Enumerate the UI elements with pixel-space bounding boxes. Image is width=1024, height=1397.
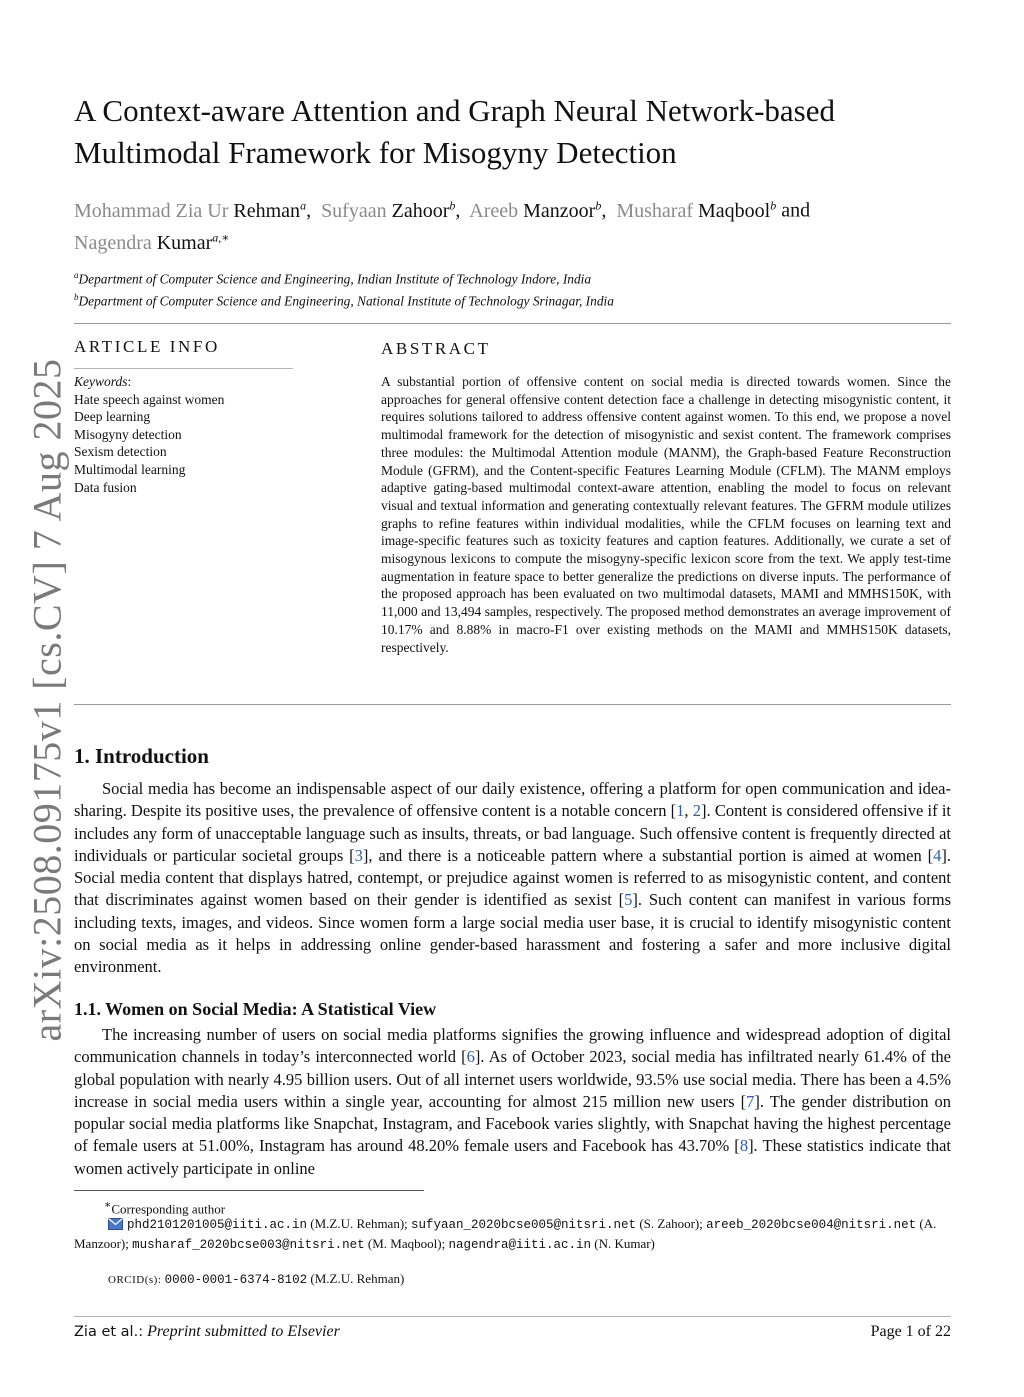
author: Mohammad Zia Ur Rehman$^a$ xyxy=(74,198,307,222)
envelope-icon xyxy=(108,1217,123,1235)
arxiv-identifier: arXiv:2508.09175v1 [cs.CV] 7 Aug 2025 xyxy=(24,358,70,1042)
email-link[interactable]: nagendra@iiti.ac.in xyxy=(448,1238,591,1252)
abstract-text: A substantial portion of offensive content on social media is directed towards women. Since the approaches for general offensive content detection face a challenge in detecting misogynistic content, it requires solutions tailored to address offensive content against women. To this end, we propose a novel multimodal framework for the detection of misogynistic and sexist content. The framework comprises three modules: the Multimodal Attention module (MANM), the Graph-based Feature Reconstruction Module (GFRM), and the Content-specific Features Learning Module (CFLM). The MANM employs adaptive gating-based multimodal context-aware attention, enabling the model to focus on relevant visual and textual information and generating contextually relevant features. The GFRM module utilizes graphs to refine features within individual modalities, while the CFLM focuses on learning text and image-specific features such as toxicity features and caption features. Additionally, we curate a set of misogynous lexicons to compute the misogyny-specific lexicon score from the text. We apply test-time augmentation in feature space to better generalize the predictions on diverse inputs. The performance of the proposed approach has been evaluated on two multimodal datasets, MAMI and MMHS150K, with 11,000 and 13,494 samples, respectively. The proposed method demonstrates an average improvement of 10.17% and 8.88% in macro-F1 over existing methods on the MAMI and MMHS150K datasets, respectively. xyxy=(381,374,951,655)
footnote-corresponding: ∗Corresponding author xyxy=(104,1199,226,1217)
footnote-divider xyxy=(74,1190,424,1191)
email-link[interactable]: phd2101201005@iiti.ac.in xyxy=(127,1218,308,1232)
article-info-divider xyxy=(74,368,293,369)
citation-link[interactable]: 4 xyxy=(933,845,942,865)
footer-divider xyxy=(74,1316,951,1317)
email-link[interactable]: sufyaan_2020bcse005@nitsri.net xyxy=(411,1218,637,1232)
footer-author: Zia et al.: xyxy=(74,1324,144,1340)
article-info-heading: ARTICLE INFO xyxy=(74,337,220,356)
keyword-item: Deep learning xyxy=(74,409,151,425)
footnote-emails: phd2101201005@iiti.ac.in (M.Z.U. Rehman); sufyaan_2020bcse005@nitsri.net (S. Zahoor); areeb_2020bcse004@nitsri.net (A. Manzoor); musharaf_2020bcse003@nitsri.net (M. Maqbool); nagendra@iiti.ac.in (N. Kumar) xyxy=(74,1216,937,1252)
section-heading-introduction: 1. Introduction xyxy=(74,744,209,768)
title-line-2: Multimodal Framework for Misogyny Detection xyxy=(74,135,677,170)
citation-link[interactable]: 6 xyxy=(466,1047,475,1067)
header-divider xyxy=(74,323,951,324)
citation-link[interactable]: 2 xyxy=(692,801,701,821)
statistics-paragraph: The increasing number of users on social media platforms signifies the growing influence and widespread adoption of digital communication channels in today’s interconnected world [6]. As of October 2023, social media has infiltrated nearly 61.4% of the global population with nearly 4.95 billion users. Out of all internet users worldwide, 93.5% use social media. There has been a 4.5% increase in social media users within a single year, accounting for almost 215 million new users [7]. The gender distribution on popular social media platforms like Snapchat, Instagram, and Facebook varies slightly, with Snapchat having the highest percentage of female users at 51.00%, Instagram has around 48.20% female users and Facebook has 43.70% [8]. These statistics indicate that women actively participate in online xyxy=(74,1025,951,1178)
keyword-item: Multimodal learning xyxy=(74,461,186,477)
orcid-link[interactable]: 0000-0001-6374-8102 xyxy=(164,1273,308,1287)
keyword-item: Hate speech against women xyxy=(74,391,225,407)
intro-paragraph: Social media has become an indispensable aspect of our daily existence, offering a platform for open communication and idea-sharing. Despite its positive uses, the prevalence of offensive content is a notable concern [1, 2]. Content is considered offensive if it includes any form of unacceptable language such as insults, threats, or bad language. Such offensive content is frequently directed at individuals or particular societal groups [3], and there is a noticeable pattern where a substantial portion is aimed at women [4]. Social media content that displays hatred, contempt, or prejudice against women is referred to as misogynistic content, and content that discriminates against women based on their gender is identified as sexist [5]. Such content can manifest in various forms including texts, images, and videos. Since women form a large social media user base, it is crucial to identify misogynistic content on social media as it helps in addressing online gender-based harassment and fostering a safer and more inclusive digital environment. xyxy=(74,779,951,977)
email-link[interactable]: areeb_2020bcse004@nitsri.net xyxy=(706,1218,917,1232)
citation-link[interactable]: 5 xyxy=(624,890,633,910)
keywords-block xyxy=(74,373,294,496)
author: Musharaf Maqbool$^b$ xyxy=(616,198,777,222)
citation-link[interactable]: 3 xyxy=(354,845,363,865)
author-list: Mohammad Zia Ur Rehman$^a$, Sufyaan Zahoor$^b$, Areeb Manzoor$^b$, Musharaf Maqbool$^b$ and Nagendra Kumar$^{a,∗}$ xyxy=(74,198,811,255)
affiliation-b: $^b$Department of Computer Science and Engineering, National Institute of Technology Srinagar, India xyxy=(74,292,614,309)
paper-title xyxy=(74,90,954,174)
footnote-orcid: ORCID(s): 0000-0001-6374-8102 (M.Z.U. Rehman) xyxy=(108,1271,405,1287)
keyword-item: Misogyny detection xyxy=(74,426,182,442)
abstract-divider xyxy=(74,704,951,705)
footer-venue: Preprint submitted to Elsevier xyxy=(147,1323,340,1340)
author: Areeb Manzoor$^b$ xyxy=(469,198,602,222)
keywords-label: Keywords: xyxy=(74,374,132,389)
keyword-item: Data fusion xyxy=(74,479,137,495)
keyword-item: Sexism detection xyxy=(74,444,167,460)
citation-link[interactable]: 1 xyxy=(676,801,685,821)
author: Nagendra Kumar$^{a,∗}$ xyxy=(74,230,230,255)
citation-link[interactable]: 8 xyxy=(739,1136,749,1156)
abstract-heading: ABSTRACT xyxy=(381,339,491,358)
citation-link[interactable]: 7 xyxy=(746,1091,755,1111)
title-line-1: A Context-aware Attention and Graph Neural Network-based xyxy=(74,93,835,128)
page-number: Page 1 of 22 xyxy=(870,1323,951,1340)
subsection-heading-statistics: 1.1. Women on Social Media: A Statistical View xyxy=(74,999,437,1019)
author: Sufyaan Zahoor$^b$ xyxy=(321,198,456,222)
email-link[interactable]: musharaf_2020bcse003@nitsri.net xyxy=(132,1238,365,1252)
affiliation-a: $^a$Department of Computer Science and Engineering, Indian Institute of Technology Indore, India xyxy=(74,270,592,287)
